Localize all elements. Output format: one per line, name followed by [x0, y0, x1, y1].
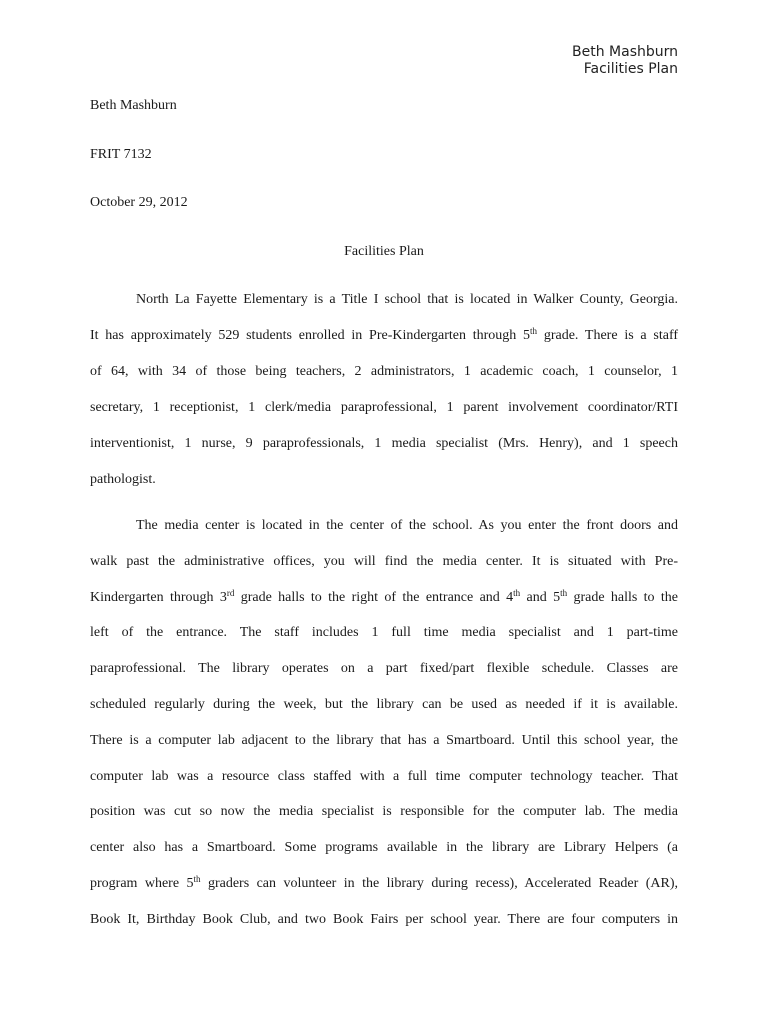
text-line: pathologist. [90, 472, 156, 487]
document-date: October 29, 2012 [90, 195, 188, 210]
text-line: program where 5th graders can volunteer in the library during recess), Accelerated Reader (AR), [90, 874, 678, 891]
text-line: interventionist, 1 nurse, 9 paraprofessionals, 1 media specialist (Mrs. Henry), and 1 speech [90, 436, 678, 451]
text-line: It has approximately 529 students enrolled in Pre-Kindergarten through 5th grade. There is a staff [90, 326, 679, 343]
text-line: computer lab was a resource class staffed with a full time computer technology teacher. That [90, 768, 678, 784]
text-line: of 64, with 34 of those being teachers, 2 administrators, 1 academic coach, 1 counselor, 1 [90, 364, 678, 379]
course-code: FRIT 7132 [90, 147, 152, 162]
ordinal-superscript: th [193, 874, 201, 884]
ordinal-superscript: th [513, 587, 521, 598]
ordinal-superscript: rd [226, 587, 235, 598]
document-title: Facilities Plan [344, 244, 424, 259]
text-line: There is a computer lab adjacent to the library that has a Smartboard. Until this school year, the [90, 732, 678, 748]
text-line: scheduled regularly during the week, but the library can be used as needed if it is available. [90, 697, 678, 712]
text-line: walk past the administrative offices, you will find the media center. It is situated with Pre- [90, 553, 678, 569]
text-line: center also has a Smartboard. Some programs available in the library are Library Helpers (a [90, 840, 678, 856]
ordinal-superscript: th [530, 326, 538, 336]
text-line: left of the entrance. The staff includes 1 full time media specialist and 1 part-time [90, 625, 678, 641]
author-name: Beth Mashburn [90, 98, 177, 113]
text-line: paraprofessional. The library operates on a part fixed/part flexible schedule. Classes are [90, 661, 678, 677]
running-header [572, 44, 678, 78]
text-line: secretary, 1 receptionist, 1 clerk/media paraprofessional, 1 parent involvement coordinator/RTI [90, 400, 678, 415]
header-author: Beth Mashburn [572, 44, 678, 60]
text-line: Kindergarten through 3rd grade halls to the right of the entrance and 4th and 5th grade halls to the [90, 587, 678, 605]
ordinal-superscript: th [560, 587, 568, 598]
text-line: North La Fayette Elementary is a Title I school that is located in Walker County, Georgia. [136, 292, 678, 307]
text-line: position was cut so now the media specialist is responsible for the computer lab. The media [90, 804, 678, 820]
header-doc-title: Facilities Plan [583, 61, 678, 77]
text-line: Book It, Birthday Book Club, and two Book Fairs per school year. There are four computers in [90, 911, 678, 927]
text-line: The media center is located in the center of the school. As you enter the front doors and [136, 518, 678, 533]
